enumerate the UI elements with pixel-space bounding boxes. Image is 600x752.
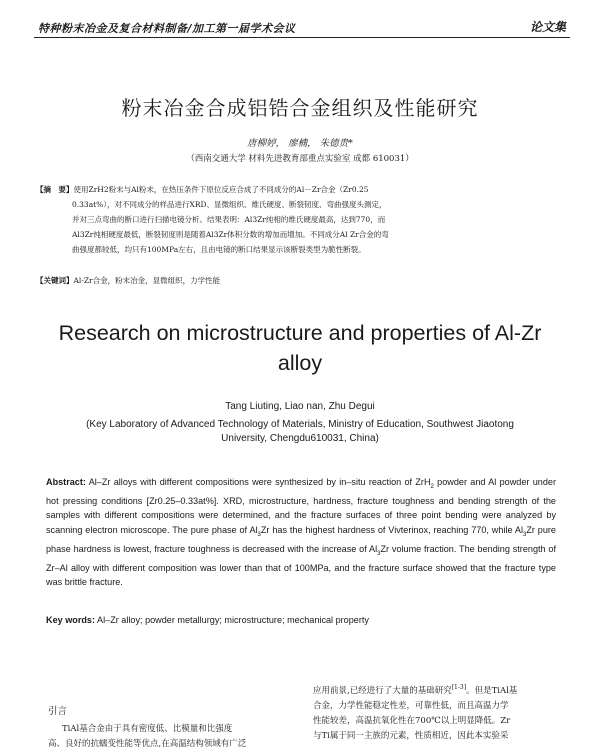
english-title-line: Research on microstructure and properties of Al-Zr xyxy=(58,321,542,345)
section-label: 论文集 xyxy=(529,20,566,34)
chinese-abstract-line: Al3Zr纯相硬度最低，断裂韧度则是随着Al3Zr体积分数的增加而增加。不同成分Al Zr合金的弯 xyxy=(72,230,389,239)
chinese-abstract-label: 【摘 要】 xyxy=(36,185,74,194)
body-line: TiAl基合金由于具有密度低、比模量和比强度 xyxy=(62,724,233,734)
chinese-title: 粉末冶金合成铝锆合金组织及性能研究 xyxy=(121,96,479,120)
chinese-keywords-label: 【关键词】 xyxy=(36,276,74,285)
chinese-keywords xyxy=(36,275,561,286)
chinese-abstract-line: 使用ZrH2粉末与Al粉末，在热压条件下原位反应合成了不同成分的Al－Zr合金（Zr0.25 xyxy=(73,185,369,194)
chinese-authors: 唐柳婷， 廖楠， 朱德贵* xyxy=(247,138,353,149)
english-keywords xyxy=(46,615,556,625)
subscript: 3 xyxy=(257,531,261,538)
body-line: 合金，力学性能稳定性差，可靠性低，而且高温力学 xyxy=(313,700,509,711)
journal-name: 特种粉末冶金及复合材料制备/加工第一届学术会议 xyxy=(38,22,296,35)
chinese-keywords-text: Al-Zr合金，粉末冶金，显微组织，力学性能 xyxy=(73,276,221,285)
english-title xyxy=(40,318,560,378)
body-text: 。但是TiAl基 xyxy=(466,685,518,696)
subscript: 3 xyxy=(522,531,527,538)
running-header xyxy=(0,0,600,42)
abstract-text: Zr volume fraction. The bending strength of Zr–Al alloy with different composition was lower than that of 100MPa, and the fracture surface showed that the fracture type was brittle fracture. xyxy=(46,543,556,588)
chinese-abstract xyxy=(36,182,561,257)
intro-left-column xyxy=(48,722,298,752)
intro-right-column xyxy=(313,680,568,744)
chinese-affiliation: （西南交通大学 材料先进教育部重点实验室 成都 610031） xyxy=(186,154,414,164)
citation: [1-3] xyxy=(451,684,467,691)
abstract-text: Zr pure phase hardness is lowest, fracture toughness is decreased with the increase of Al xyxy=(46,524,556,554)
english-title-line: alloy xyxy=(277,351,323,375)
body-line: 性能较差，高温抗氧化性在700℃以上明显降低。Zr xyxy=(313,715,511,726)
header-rule xyxy=(34,37,570,38)
intro-heading: 引言 xyxy=(48,706,68,717)
chinese-abstract-line: 0.33at%），对不同成分的样品进行XRD、显微组织、维氏硬度、断裂韧度、弯曲强度头测定， xyxy=(72,200,387,209)
english-affiliation-line: (Key Laboratory of Advanced Technology of Materials, Ministry of Education, Southwest Jiaotong xyxy=(86,419,514,430)
body-text: 应用前景,已经进行了大量的基础研究 xyxy=(313,685,452,696)
subscript: 3 xyxy=(377,550,381,557)
english-affiliation xyxy=(60,418,540,446)
english-keywords-text: Al–Zr alloy; powder metallurgy; microstructure; mechanical property xyxy=(95,615,369,625)
english-keywords-label: Key words: xyxy=(46,615,96,625)
abstract-text: Al–Zr alloys with different compositions were synthesized by in–situ reaction of ZrH xyxy=(85,477,431,487)
chinese-abstract-line: 并对三点弯曲的断口进行扫描电镜分析。结果表明：Al3Zr纯相的维氏硬度最高，达到770，而 xyxy=(72,215,386,224)
body-line: 高、良好的抗蠕变性能等优点,在高温结构领域有广泛 xyxy=(48,739,247,749)
english-authors: Tang Liuting, Liao nan, Zhu Degui xyxy=(225,401,375,412)
abstract-text: Zr has the highest hardness of Vivterinox, reaching 770, while Al xyxy=(260,524,523,535)
english-affiliation-line: University, Chengdu610031, China) xyxy=(221,433,379,444)
english-abstract-label: Abstract: xyxy=(46,477,86,487)
english-abstract xyxy=(46,475,556,590)
chinese-abstract-line: 曲强度都较低，均只有100MPa左右，且由电镜的断口结果显示该断裂类型为脆性断裂。 xyxy=(72,245,366,254)
body-line: 与Ti属于同一主族的元素，性质相近，因此本实验采 xyxy=(313,730,509,741)
abstract-text: powder and Al powder under hot pressing conditions [Zr0.25–0.33at%]. XRD, microstructure, hardness, fracture toughness and bending strength of the samples with different compositions were determined, and the fracture surfaces of three point bending were analyzed by scanning electron microscope. The pure phase of Al xyxy=(46,477,556,535)
subscript: 2 xyxy=(430,483,434,490)
